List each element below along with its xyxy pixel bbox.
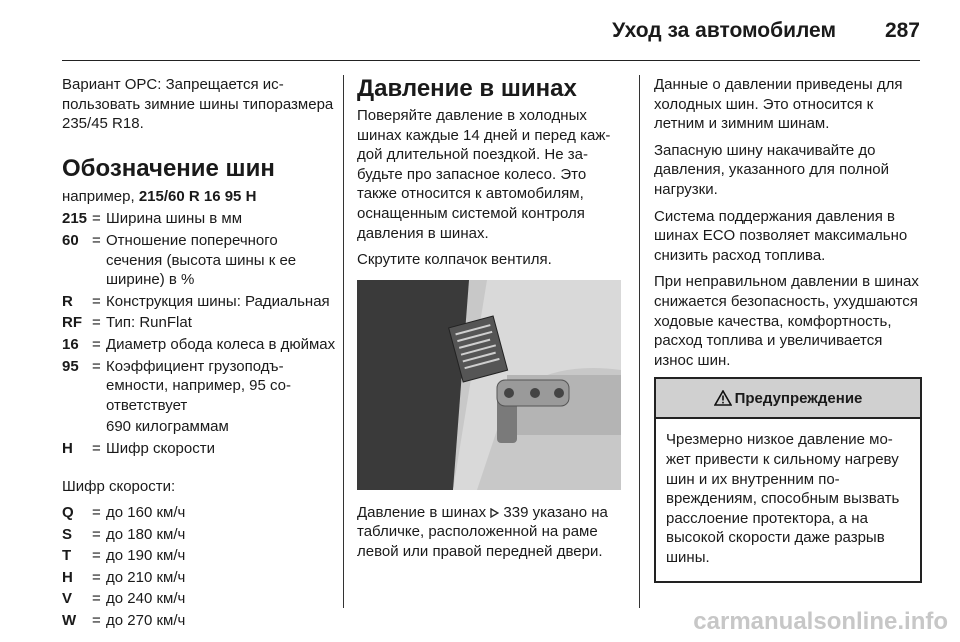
definition-value: до 210 км/ч (106, 568, 186, 586)
section-heading-tire-pressure: Давление в шинах (357, 75, 577, 102)
definition-key: 215 (62, 210, 88, 228)
equals-sign: = (92, 357, 101, 375)
caption-paragraph: Давление в шинах 339 указано на табличке, расположенной на раме левой или правой передней двери. (357, 503, 608, 560)
equals-sign (92, 417, 106, 437)
definition-row (62, 568, 337, 588)
definition-key: R (62, 292, 73, 310)
definition-value: до 190 км/ч (106, 547, 186, 565)
equals-sign: = (92, 568, 101, 586)
definition-row (62, 313, 337, 333)
header-title: Уход за автомобилем (612, 19, 836, 42)
equals-sign: = (92, 525, 101, 543)
column-1 (62, 75, 337, 633)
spare-tire-paragraph: Запасную шину накачивайте до давления, указанного для полной нагрузки. (654, 141, 889, 198)
warning-header (656, 379, 920, 419)
column-2 (357, 75, 625, 569)
definition-key: H (62, 439, 73, 457)
definition-key: S (62, 525, 73, 543)
equals-sign: = (92, 210, 101, 228)
definition-key: 60 (62, 231, 79, 249)
page-reference[interactable]: 339 (503, 503, 529, 521)
warning-triangle-icon (714, 390, 732, 406)
warning-box (654, 377, 922, 583)
section-heading-tire-designation: Обозначение шин (62, 154, 275, 182)
equals-sign: = (92, 335, 101, 353)
tire-code-list (62, 209, 337, 458)
definition-key: 95 (62, 357, 79, 375)
definition-key: T (62, 547, 72, 565)
definition-value: до 180 км/ч (106, 525, 186, 543)
eco-paragraph: Система поддержания давления в шинах ECO позволяет максимально снизить расход топлива. (654, 207, 908, 264)
cold-tires-paragraph: Данные о давлении приведены для холодных шин. Это относится к летним и зимним шинам. (654, 76, 903, 133)
intro-paragraph: Вариант OPC: Запрещается использовать зимние шины типоразмера 235/45 R18. (62, 76, 334, 133)
definition-row (62, 546, 337, 566)
definition-value: 690 килограммам (106, 418, 229, 436)
definition-key: V (62, 590, 73, 608)
definition-row (62, 231, 337, 290)
equals-sign: = (92, 231, 101, 249)
definition-value: Коэффициент грузоподъемности, например, 95 соответствует (106, 357, 292, 414)
definition-row (62, 439, 337, 459)
door-frame-label-photo (357, 280, 621, 490)
definition-value: Шифр скорости (106, 439, 215, 457)
watermark: carmanualsonline.info (693, 608, 948, 635)
column-divider (639, 75, 640, 608)
page-number: 287 (884, 19, 920, 42)
definition-row (62, 611, 337, 631)
definition-row (62, 209, 337, 229)
definition-value: Ширина шины в мм (106, 210, 243, 228)
page-header (62, 0, 920, 61)
definition-value: Конструкция шины: Радиальная (106, 292, 330, 310)
definition-row (62, 357, 337, 416)
speed-title: Шифр скорости: (62, 477, 176, 495)
definition-row (62, 335, 337, 355)
valve-cap-paragraph: Скрутите колпачок вентиля. (357, 251, 552, 269)
pressure-paragraph: Поверяйте давление в холодных шинах каждые 14 дней и перед каждой длительной поездкой. Не забудьте про запасное колесо. Это также относится к автомобилям, оснащенным системой контроля давления в шинах. (357, 107, 611, 242)
definition-key: 16 (62, 335, 79, 353)
equals-sign: = (92, 439, 101, 457)
equals-sign: = (92, 547, 101, 565)
definition-key: H (62, 568, 73, 586)
equals-sign: = (92, 590, 101, 608)
definition-key: Q (62, 504, 74, 522)
equals-sign: = (92, 612, 101, 630)
example-code: 215/60 R 16 95 H (138, 187, 257, 205)
definition-row (62, 292, 337, 312)
column-3 (654, 75, 922, 583)
definition-value: Отношение поперечного сечения (высота шины к ее ширине) в % (106, 231, 297, 289)
page-reference-arrow-icon (490, 508, 499, 518)
definition-row (62, 589, 337, 609)
definition-key: RF (62, 314, 82, 332)
definition-row (62, 525, 337, 545)
warning-text: Чрезмерно низкое давление может привести к сильному нагреву шин и их внутренним повреждениям, способным вызвать расслоение протектора, а на высокой скорости даже разрыв шины. (666, 431, 900, 566)
definition-value: до 270 км/ч (106, 612, 186, 630)
definition-key (62, 417, 92, 437)
definition-row (62, 503, 337, 523)
definition-value: до 160 км/ч (106, 504, 186, 522)
definition-value: до 240 км/ч (106, 590, 186, 608)
speed-code-list (62, 503, 337, 631)
definition-value: Диаметр обода колеса в дюймах (106, 335, 336, 353)
equals-sign: = (92, 292, 101, 310)
column-divider (343, 75, 344, 608)
definition-row (62, 417, 337, 437)
warning-title: Предупреждение (734, 389, 863, 407)
incorrect-pressure-paragraph: При неправильном давлении в шинах снижается безопасность, ухудшаются ходовые качества, комфортность, расход топлива и увеличивается износ шин. (654, 273, 919, 369)
equals-sign: = (92, 314, 101, 332)
definition-value: Тип: RunFlat (106, 314, 192, 332)
definition-key: W (62, 612, 77, 630)
equals-sign: = (92, 504, 101, 522)
example-line: например, 215/60 R 16 95 H (62, 187, 257, 205)
